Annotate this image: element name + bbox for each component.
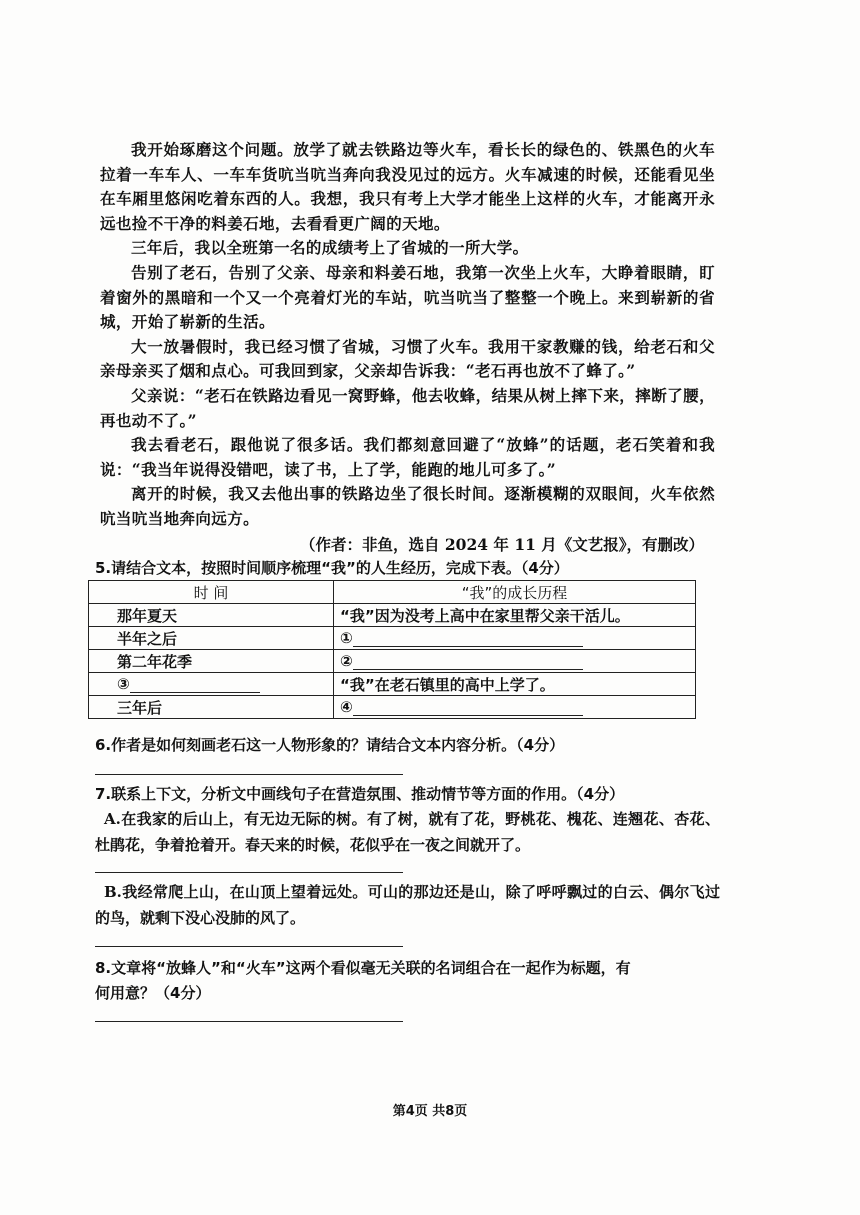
answer-blank[interactable] — [353, 699, 583, 716]
answer-line-q8[interactable] — [95, 1021, 403, 1022]
blank-marker: ③ — [117, 675, 130, 693]
table-row — [89, 627, 696, 650]
blank-marker: ② — [340, 652, 353, 670]
answer-line-q6[interactable] — [95, 774, 403, 775]
answer-blank[interactable] — [353, 630, 583, 647]
question-7: 7.联系上下文，分析文中画线句子在营造氛围、推动情节等方面的作用。（4分） — [95, 785, 625, 803]
answer-blank[interactable] — [353, 653, 583, 670]
passage-paragraph: 三年后，我以全班第一名的成绩考上了省城的一所大学。 — [131, 238, 529, 258]
table-cell-event-blank[interactable] — [334, 696, 696, 719]
page-number: 第4页 共8页 — [392, 1104, 468, 1119]
answer-line-q7a[interactable] — [95, 872, 403, 873]
question-7a-sentence: A.在我家的后山上，有无边无际的树。有了树，就有了花，野桃花、槐花、连翘花、杏花、杜鹃花，争着抢着开。春天来的时候，花似乎在一夜之间就开了。 — [95, 810, 720, 854]
passage-paragraph: 我开始琢磨这个问题。放学了就去铁路边等火车，看长长的绿色的、铁黑色的火车拉着一车车人、一车车货吭当吭当奔向我没见过的远方。火车减速的时候，还能看见坐在车厢里悠闲吃着东西的人。我想，我只有考上大学才能坐上这样的火车，才能离开永远也捡不干净的料姜石地，去看看更广阔的天地。 — [100, 140, 715, 233]
question-8-line2: 何用意？（4分） — [95, 984, 211, 1002]
question-6: 6.作者是如何刻画老石这一人物形象的？请结合文本内容分析。（4分） — [95, 736, 565, 754]
answer-line-q7b[interactable] — [95, 946, 403, 947]
table-cell-event: “我”因为没考上高中在家里帮父亲干活儿。 — [334, 604, 696, 627]
table-cell-time: 三年后 — [89, 696, 334, 719]
passage-paragraph: 大一放暑假时，我已经习惯了省城，习惯了火车。我用干家教赚的钱，给老石和父亲母亲买了烟和点心。可我回到家，父亲却告诉我：“老石再也放不了蜂了。” — [100, 336, 715, 381]
table-cell-time-blank[interactable] — [89, 673, 334, 696]
question-7b-sentence: B.我经常爬上山，在山顶上望着远处。可山的那边还是山，除了呼呼飘过的白云、偶尔飞过的鸟，就剩下没心没肺的风了。 — [95, 883, 720, 927]
source-attribution: （作者：非鱼，选自 2024 年 11 月《文艺报》，有删改） — [300, 535, 705, 554]
table-row — [89, 696, 696, 719]
table-cell-time: 那年夏天 — [89, 604, 334, 627]
table-cell-time: 半年之后 — [89, 627, 334, 650]
question-8-line1: 8.文章将“放蜂人”和“火车”这两个看似毫无关联的名词组合在一起作为标题，有 — [95, 959, 631, 977]
blank-marker: ④ — [340, 698, 353, 716]
table-row — [89, 604, 696, 627]
table-cell-event: “我”在老石镇里的高中上学了。 — [334, 673, 696, 696]
passage-paragraph: 我去看老石，跟他说了很多话。我们都刻意回避了“放蜂”的话题，老石笑着和我说：“我当年说得没错吧，读了书，上了学，能跑的地儿可多了。” — [100, 435, 715, 479]
table-cell-event-blank[interactable] — [334, 650, 696, 673]
table-cell-event-blank[interactable] — [334, 627, 696, 650]
table-header-event: “我”的成长历程 — [334, 581, 696, 604]
table-header-row — [89, 581, 696, 604]
table-row — [89, 673, 696, 696]
passage-paragraph: 离开的时候，我又去他出事的铁路边坐了很长时间。逐渐模糊的双眼间，火车依然吭当吭当地奔向远方。 — [100, 484, 715, 528]
reading-passage — [100, 138, 715, 532]
table-row — [89, 650, 696, 673]
passage-paragraph: 告别了老石，告别了父亲、母亲和料姜石地，我第一次坐上火车，大睁着眼睛，盯着窗外的黑暗和一个又一个亮着灯光的车站，吭当吭当了整整一个晚上。来到崭新的省城，开始了崭新的生活。 — [100, 262, 715, 332]
passage-paragraph: 父亲说：“老石在铁路边看见一窝野蜂，他去收蜂，结果从树上摔下来，摔断了腰，再也动不了。” — [100, 385, 715, 430]
answer-blank[interactable] — [130, 676, 260, 693]
table-cell-time: 第二年花季 — [89, 650, 334, 673]
table-header-time: 时 间 — [89, 581, 334, 604]
question-5: 5.请结合文本，按照时间顺序梳理“我”的人生经历，完成下表。（4分） — [95, 559, 569, 577]
timeline-table — [88, 580, 696, 719]
blank-marker: ① — [340, 629, 353, 647]
